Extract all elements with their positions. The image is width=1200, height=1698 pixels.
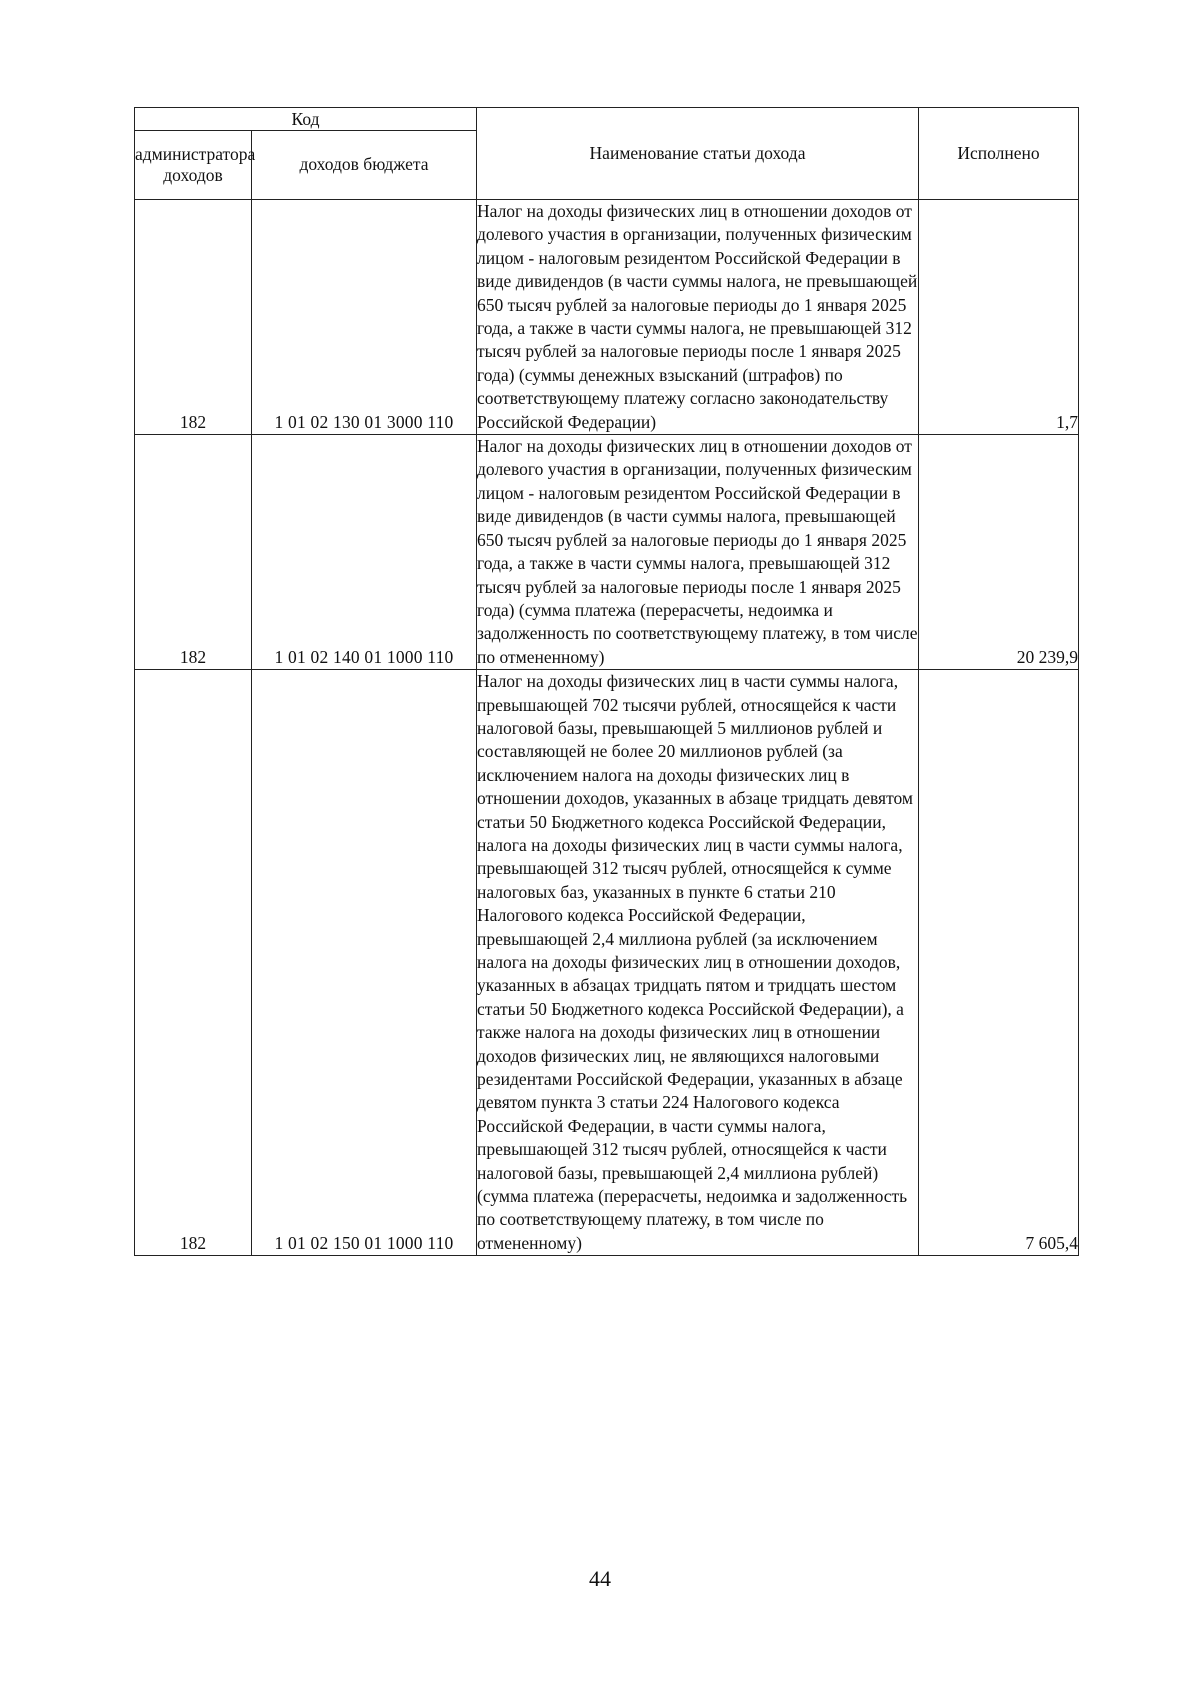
revenue-name-cell: Налог на доходы физических лиц в отношении доходов от долевого участия в организации, полученных физическим лицом - налоговым резидентом Российской Федерации в виде дивидендов (в части суммы налога, не превышающей 650 тысяч рублей за налоговые периоды до 1 января 2025 года, а также в части суммы налога, не превышающей 312 тысяч рублей за налоговые периоды после 1 января 2025 года) (суммы денежных взысканий (штрафов) по соответствующему платежу согласно законодательству Российской Федерации) bbox=[477, 200, 919, 435]
name-column-header: Наименование статьи дохода bbox=[477, 108, 919, 200]
revenue-name-cell: Налог на доходы физических лиц в части суммы налога, превышающей 702 тысячи рублей, относящейся к части налоговой базы, превышающей 5 миллионов рублей и составляющей не более 20 миллионов рублей (за исключением налога на доходы физических лиц в отношении доходов, указанных в абзаце тридцать девятом статьи 50 Бюджетного кодекса Российской Федерации, налога на доходы физических лиц в части суммы налога, превышающей 312 тысяч рублей, относящейся к сумме налоговых баз, указанных в пункте 6 статьи 210 Налогового кодекса Российской Федерации, превышающей 2,4 миллиона рублей (за исключением налога на доходы физических лиц в отношении доходов, указанных в абзацах тридцать пятом и тридцать шестом статьи 50 Бюджетного кодекса Российской Федерации), а также налога на доходы физических лиц в отношении доходов физических лиц, не являющихся налоговыми резидентами Российской Федерации, указанных в абзаце девятом пункта 3 статьи 224 Налогового кодекса Российской Федерации, в части суммы налога, превышающей 312 тысяч рублей, относящейся к части налоговой базы, превышающей 2,4 миллиона рублей)(сумма платежа (перерасчеты, недоимка и задолженность по соответствующему платежу, в том числе по отмененному) bbox=[477, 670, 919, 1256]
page-number: 44 bbox=[589, 1566, 611, 1591]
admin-column-header: администратора доходов bbox=[135, 131, 252, 200]
table-row bbox=[135, 670, 1079, 1256]
budget-code-column-header: доходов бюджета bbox=[252, 131, 477, 200]
executed-column-header: Исполнено bbox=[919, 108, 1079, 200]
table-header bbox=[135, 108, 1079, 200]
executed-amount-cell: 20 239,9 bbox=[919, 435, 1079, 670]
admin-code-cell: 182 bbox=[135, 670, 252, 1256]
budget-code-cell: 1 01 02 140 01 1000 110 bbox=[252, 435, 477, 670]
revenue-table bbox=[134, 107, 1079, 1256]
budget-code-cell: 1 01 02 130 01 3000 110 bbox=[252, 200, 477, 435]
code-group-header: Код bbox=[135, 108, 477, 131]
table-row bbox=[135, 200, 1079, 435]
table-row bbox=[135, 435, 1079, 670]
budget-code-cell: 1 01 02 150 01 1000 110 bbox=[252, 670, 477, 1256]
executed-amount-cell: 7 605,4 bbox=[919, 670, 1079, 1256]
executed-amount-cell: 1,7 bbox=[919, 200, 1079, 435]
admin-code-cell: 182 bbox=[135, 200, 252, 435]
revenue-name-cell: Налог на доходы физических лиц в отношении доходов от долевого участия в организации, полученных физическим лицом - налоговым резидентом Российской Федерации в виде дивидендов (в части суммы налога, превышающей 650 тысяч рублей за налоговые периоды до 1 января 2025 года, а также в части суммы налога, превышающей 312 тысяч рублей за налоговые периоды после 1 января 2025 года) (сумма платежа (перерасчеты, недоимка и задолженность по соответствующему платежу, в том числе по отмененному) bbox=[477, 435, 919, 670]
admin-code-cell: 182 bbox=[135, 435, 252, 670]
